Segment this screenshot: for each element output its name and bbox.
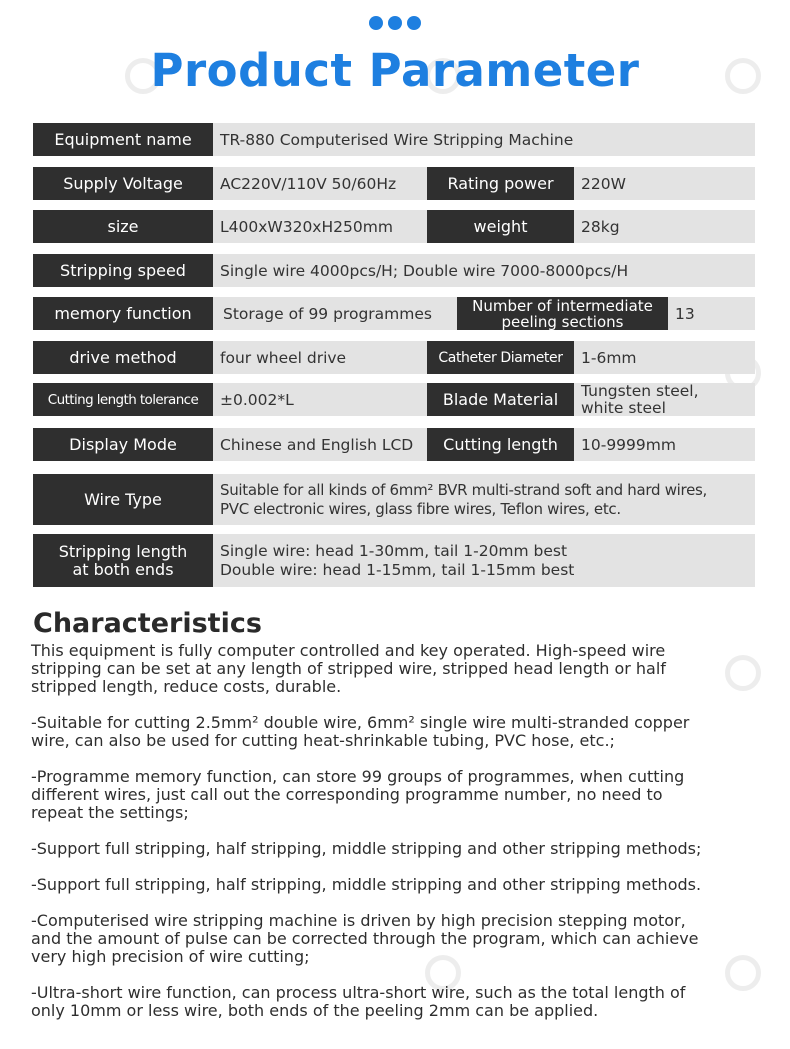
- spec-label: Cutting length: [427, 428, 574, 461]
- spec-value-blade-material: [574, 383, 755, 416]
- spec-value: TR-880 Computerised Wire Stripping Machine: [213, 123, 755, 156]
- spec-value: L400xW320xH250mm: [213, 210, 427, 243]
- spec-row-memory-function: [33, 297, 755, 330]
- spec-value-line: PVC electronic wires, glass fibre wires, Teflon wires, etc.: [220, 499, 621, 518]
- spec-value-line: Suitable for all kinds of 6mm² BVR multi-strand soft and hard wires,: [220, 480, 707, 499]
- spec-label-line: Stripping length: [58, 541, 188, 561]
- spec-row-drive-method: [33, 341, 755, 374]
- spec-label: Rating power: [427, 167, 574, 200]
- spec-value: 220W: [574, 167, 755, 200]
- spec-value: 13: [668, 297, 755, 330]
- characteristics-line: This equipment is fully computer controlled and key operated. High-speed wire: [31, 641, 666, 660]
- spec-label-intermediate-sections: [457, 297, 668, 330]
- characteristics-heading: Characteristics: [33, 608, 262, 639]
- characteristics-paragraph: [31, 912, 761, 966]
- spec-value-line: Tungsten steel,: [581, 381, 699, 400]
- spec-label: size: [33, 210, 213, 243]
- characteristics-line: only 10mm or less wire, both ends of the peeling 2mm can be applied.: [31, 1001, 599, 1020]
- spec-label: Cutting length tolerance: [33, 383, 213, 416]
- spec-value: 28kg: [574, 210, 755, 243]
- spec-row-size: [33, 210, 755, 243]
- spec-label: drive method: [33, 341, 213, 374]
- spec-label-stripping-length: [33, 534, 213, 587]
- spec-value: four wheel drive: [213, 341, 427, 374]
- characteristics-line: wire, can also be used for cutting heat-shrinkable tubing, PVC hose, etc.;: [31, 731, 615, 750]
- characteristics-line: -Ultra-short wire function, can process ultra-short wire, such as the total length of: [31, 983, 686, 1002]
- spec-label: weight: [427, 210, 574, 243]
- characteristics-paragraph: [31, 642, 761, 696]
- characteristics-line: -Support full stripping, half stripping, middle stripping and other stripping methods;: [31, 839, 702, 858]
- spec-value-wire-type: [213, 474, 755, 525]
- spec-label-line: peeling sections: [501, 312, 624, 331]
- spec-label: Equipment name: [33, 123, 213, 156]
- spec-label: Wire Type: [33, 474, 213, 525]
- spec-value: 1-6mm: [574, 341, 755, 374]
- spec-label: memory function: [33, 297, 213, 330]
- characteristics-line: -Programme memory function, can store 99 groups of programmes, when cutting: [31, 767, 685, 786]
- spec-row-equipment-name: [33, 123, 755, 156]
- spec-value: AC220V/110V 50/60Hz: [213, 167, 427, 200]
- spec-label: Stripping speed: [33, 254, 213, 287]
- characteristics-paragraph: [31, 984, 761, 1020]
- spec-label-line: at both ends: [72, 559, 174, 579]
- spec-value: Chinese and English LCD: [213, 428, 427, 461]
- spec-value-line: white steel: [581, 398, 666, 417]
- dot-icon: [407, 16, 421, 30]
- spec-value-line: Double wire: head 1-15mm, tail 1-15mm best: [220, 560, 575, 579]
- dot-icon: [369, 16, 383, 30]
- spec-row-cutting-tolerance: [33, 383, 755, 416]
- characteristics-paragraph: [31, 714, 761, 750]
- spec-row-wire-type: [33, 474, 755, 525]
- characteristics-line: stripped length, reduce costs, durable.: [31, 677, 342, 696]
- spec-value: Storage of 99 programmes: [213, 297, 457, 330]
- spec-value-line: Single wire: head 1-30mm, tail 1-20mm best: [220, 541, 568, 560]
- spec-label-line: Number of intermediate: [472, 296, 653, 315]
- spec-value: 10-9999mm: [574, 428, 755, 461]
- spec-value: ±0.002*L: [213, 383, 427, 416]
- spec-value-stripping-length: [213, 534, 755, 587]
- characteristics-paragraph: [31, 840, 761, 858]
- spec-row-stripping-speed: [33, 254, 755, 287]
- characteristics-line: -Support full stripping, half stripping, middle stripping and other stripping methods.: [31, 875, 702, 894]
- spec-row-display-mode: [33, 428, 755, 461]
- spec-value: Single wire 4000pcs/H; Double wire 7000-8000pcs/H: [213, 254, 755, 287]
- page-title: Product Parameter: [150, 44, 640, 97]
- decorative-dots: [369, 16, 421, 32]
- characteristics-line: -Computerised wire stripping machine is driven by high precision stepping motor,: [31, 911, 686, 930]
- characteristics-line: very high precision of wire cutting;: [31, 947, 310, 966]
- characteristics-line: repeat the settings;: [31, 803, 189, 822]
- characteristics-paragraph: [31, 768, 761, 822]
- spec-label: Catheter Diameter: [427, 341, 574, 374]
- spec-label: Blade Material: [427, 383, 574, 416]
- spec-row-supply-voltage: [33, 167, 755, 200]
- characteristics-line: -Suitable for cutting 2.5mm² double wire, 6mm² single wire multi-stranded copper: [31, 713, 690, 732]
- characteristics-line: different wires, just call out the corresponding programme number, no need to: [31, 785, 663, 804]
- spec-row-stripping-length: [33, 534, 755, 587]
- spec-label: Supply Voltage: [33, 167, 213, 200]
- characteristics-paragraph: [31, 876, 761, 894]
- characteristics-line: stripping can be set at any length of stripped wire, stripped head length or half: [31, 659, 666, 678]
- spec-label: Display Mode: [33, 428, 213, 461]
- characteristics-line: and the amount of pulse can be corrected through the program, which can achieve: [31, 929, 699, 948]
- dot-icon: [388, 16, 402, 30]
